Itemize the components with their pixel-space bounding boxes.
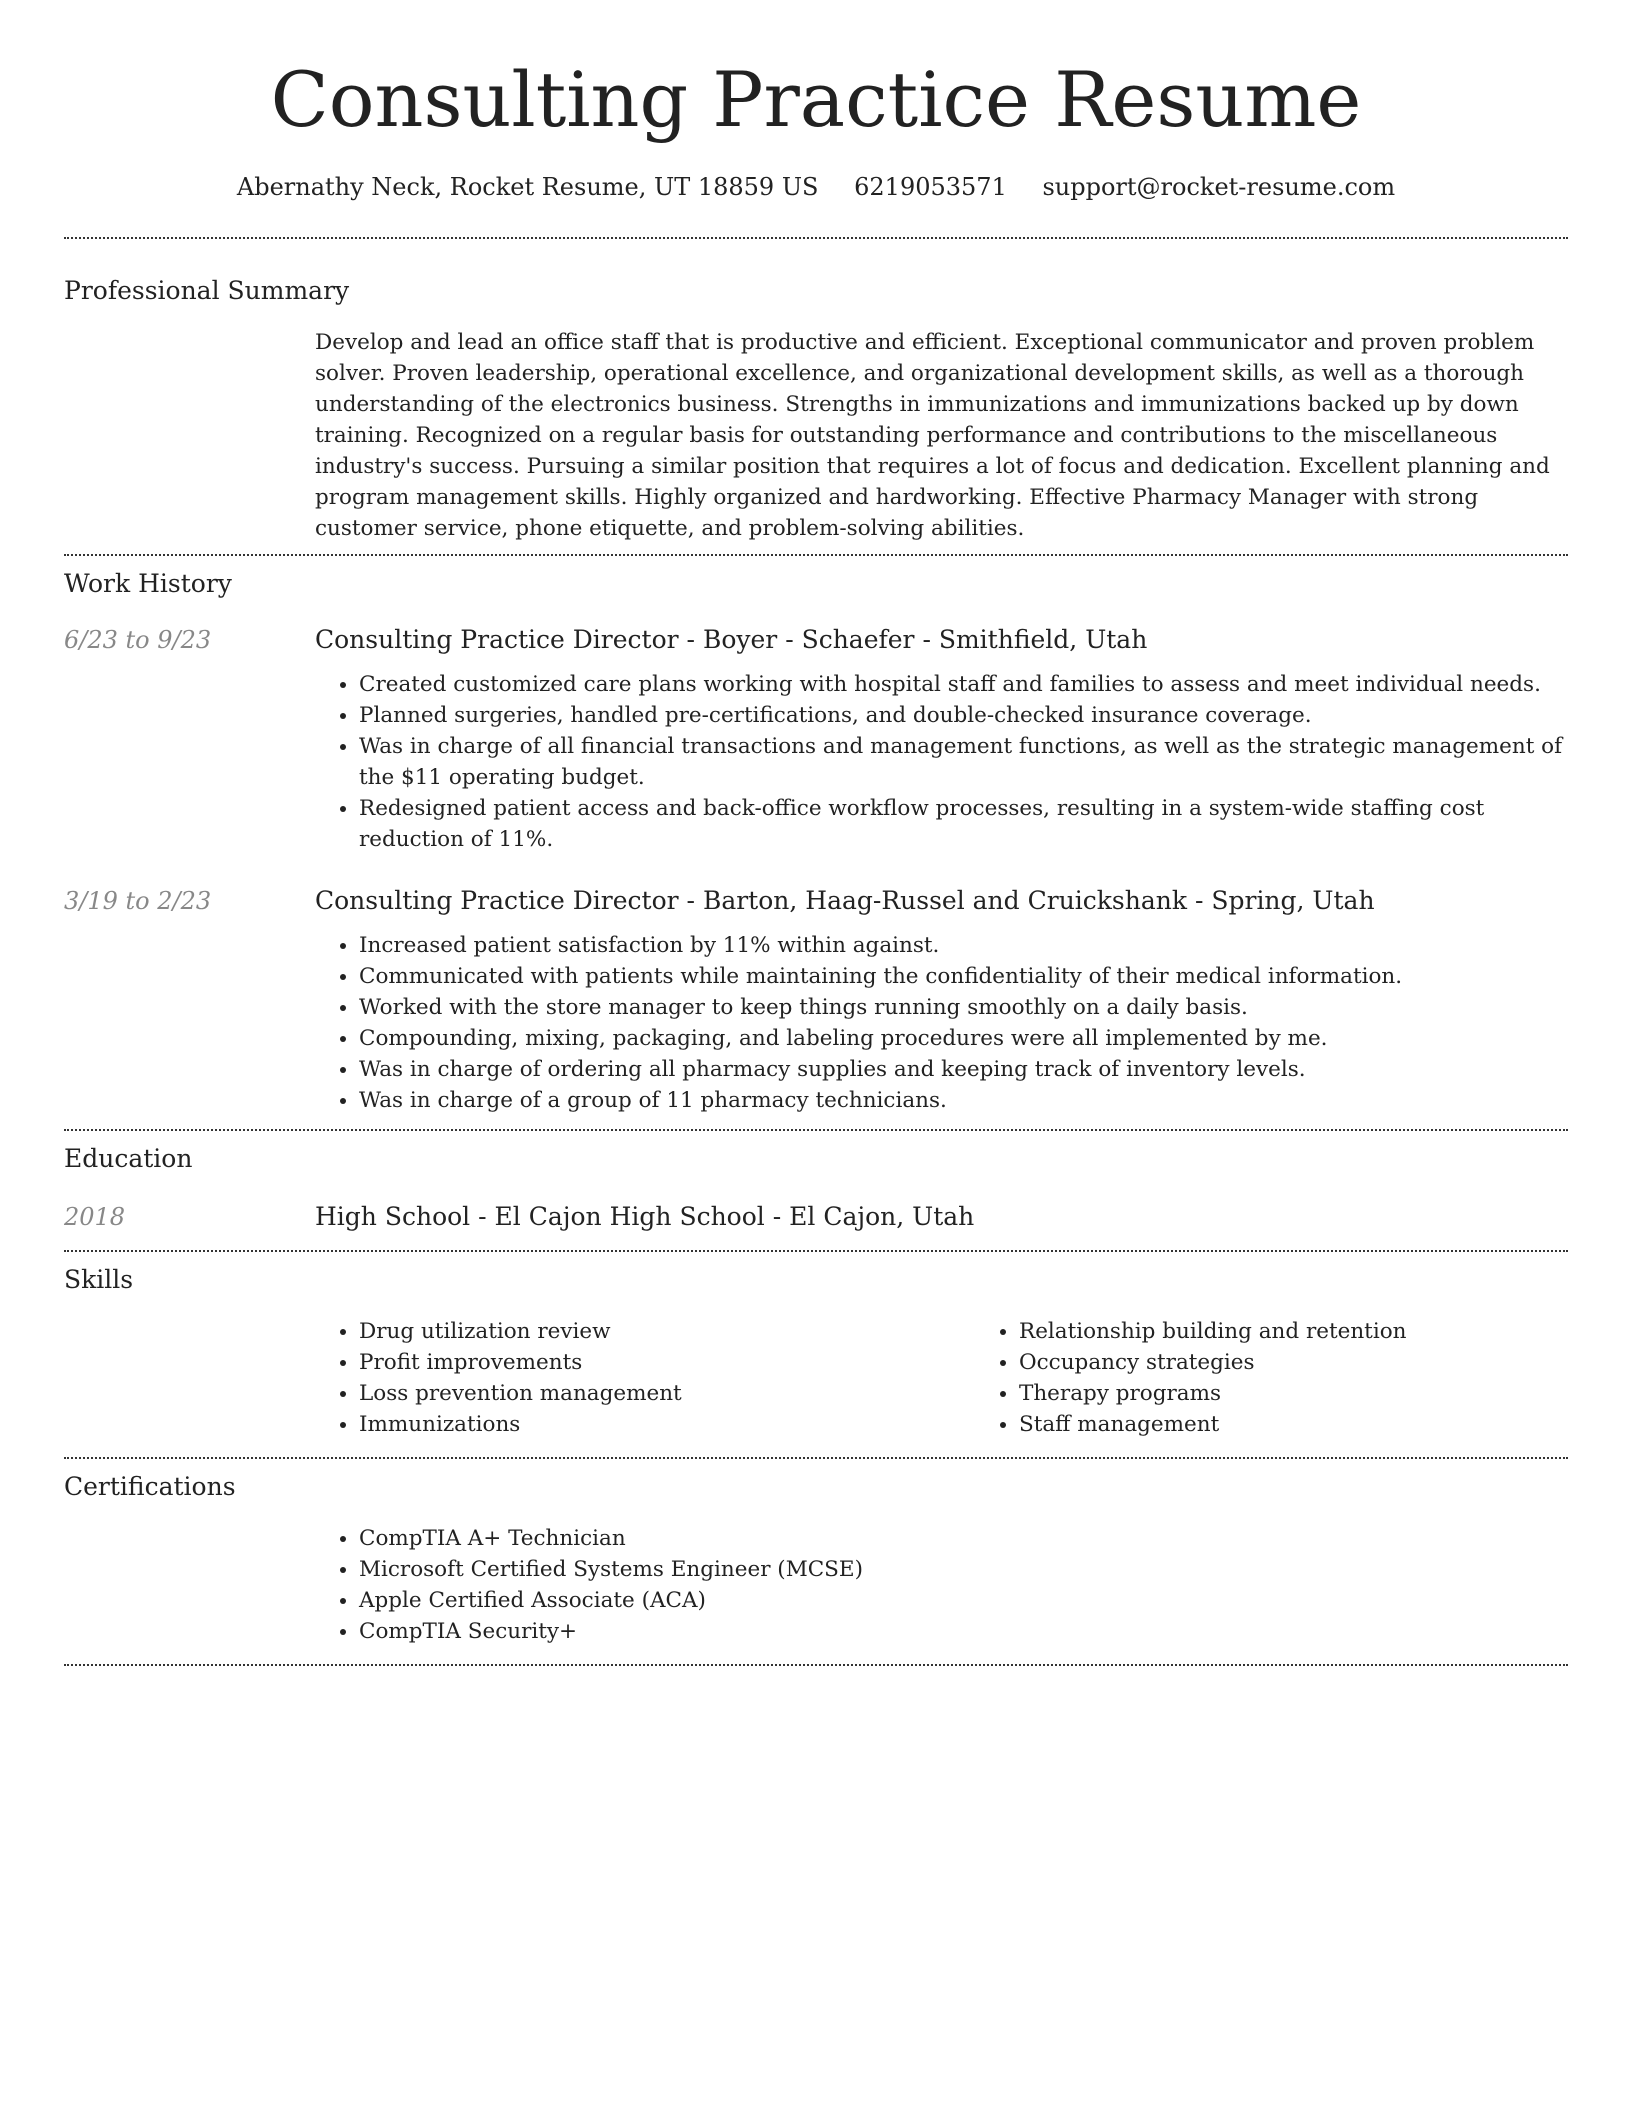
certifications-list <box>315 1523 1568 1647</box>
list-item: • Profit improvements <box>359 1347 975 1378</box>
job-role: Consulting Practice Director <box>315 886 679 915</box>
list-item: • Loss prevention management <box>359 1378 975 1409</box>
education-title: Education <box>64 1144 193 1173</box>
list-item: • Created customized care plans working with hospital staff and families to assess and meet individual needs. <box>359 669 1568 700</box>
education-details: - El Cajon High School - El Cajon, Utah <box>470 1202 975 1231</box>
contact-line <box>64 170 1568 204</box>
list-item: • Occupancy strategies <box>1019 1347 1632 1378</box>
list-item: • Immunizations <box>359 1409 975 1440</box>
job-heading <box>315 623 1568 657</box>
job-dates: 6/23 to 9/23 <box>64 626 212 654</box>
list-item: • Therapy programs <box>1019 1378 1632 1409</box>
list-item: • Communicated with patients while maintaining the confidentiality of their medical information. <box>359 961 1568 992</box>
skills-title: Skills <box>64 1265 134 1294</box>
list-item: • Planned surgeries, handled pre-certifications, and double-checked insurance coverage. <box>359 700 1568 731</box>
education-year: 2018 <box>64 1203 126 1231</box>
education-section <box>64 1131 1568 1234</box>
list-item: • CompTIA Security+ <box>359 1616 1568 1647</box>
list-item: • Microsoft Certified Systems Engineer (MCSE) <box>359 1554 1568 1585</box>
certifications-divider <box>64 1664 1568 1666</box>
work-history-section <box>64 556 1568 1116</box>
job-heading <box>315 884 1568 918</box>
job-role: Consulting Practice Director <box>315 625 679 654</box>
resume-name: Consulting Practice Resume <box>270 55 1362 144</box>
skills-section <box>64 1252 1568 1440</box>
list-item: • Worked with the store manager to keep things running smoothly on a daily basis. <box>359 992 1568 1023</box>
list-item: • Relationship building and retention <box>1019 1316 1632 1347</box>
job-entry <box>64 623 1568 855</box>
contact-phone: 6219053571 <box>854 173 1007 201</box>
list-item: • Staff management <box>1019 1409 1632 1440</box>
list-item: • Drug utilization review <box>359 1316 975 1347</box>
job-dates: 3/19 to 2/23 <box>64 887 212 915</box>
education-entry <box>64 1200 1568 1234</box>
summary-section <box>64 239 1568 544</box>
summary-title: Professional Summary <box>64 276 350 305</box>
education-heading <box>315 1200 1568 1234</box>
job-entry <box>64 884 1568 1116</box>
list-item: • Was in charge of a group of 11 pharmacy technicians. <box>359 1085 1568 1116</box>
summary-text: Develop and lead an office staff that is productive and efficient. Exceptional communicator and proven problem solver. Proven leadership, operational excellence, and organizational development skills, as well as a thorough understanding of the electronics business. Strengths in immunizations and immunizations backed up by down training. Recognized on a regular basis for outstanding performance and contributions to the miscellaneous industry's success. Pursuing a similar position that requires a lot of focus and dedication. Excellent planning and program management skills. Highly organized and hardworking. Effective Pharmacy Manager with strong customer service, phone etiquette, and problem-solving abilities. <box>315 330 1550 541</box>
contact-address: Abernathy Neck, Rocket Resume, UT 18859 US <box>236 173 819 201</box>
work-history-title: Work History <box>64 569 232 598</box>
resume-header <box>64 0 1568 204</box>
job-details: - Boyer - Schaefer - Smithfield, Utah <box>678 625 1148 654</box>
list-item: • Increased patient satisfaction by 11% within against. <box>359 930 1568 961</box>
list-item: • Apple Certified Associate (ACA) <box>359 1585 1568 1616</box>
contact-email: support@rocket-resume.com <box>1042 173 1396 201</box>
skills-list-right <box>975 1316 1632 1440</box>
list-item: • Redesigned patient access and back-office workflow processes, resulting in a system-wide staffing cost reduction of 11%. <box>359 793 1568 855</box>
list-item: • Was in charge of ordering all pharmacy supplies and keeping track of inventory levels. <box>359 1054 1568 1085</box>
job-bullets <box>315 669 1568 855</box>
job-details: - Barton, Haag-Russel and Cruickshank - Spring, Utah <box>678 886 1375 915</box>
list-item: • CompTIA A+ Technician <box>359 1523 1568 1554</box>
skills-list-left <box>315 1316 975 1440</box>
skills-grid <box>315 1316 1632 1440</box>
list-item: • Was in charge of all financial transactions and management functions, as well as the strategic management of the $11 operating budget. <box>359 731 1568 793</box>
job-bullets <box>315 930 1568 1116</box>
certifications-title: Certifications <box>64 1472 236 1501</box>
certifications-section <box>64 1459 1568 1647</box>
education-degree: High School <box>315 1202 471 1231</box>
list-item: • Compounding, mixing, packaging, and labeling procedures were all implemented by me. <box>359 1023 1568 1054</box>
